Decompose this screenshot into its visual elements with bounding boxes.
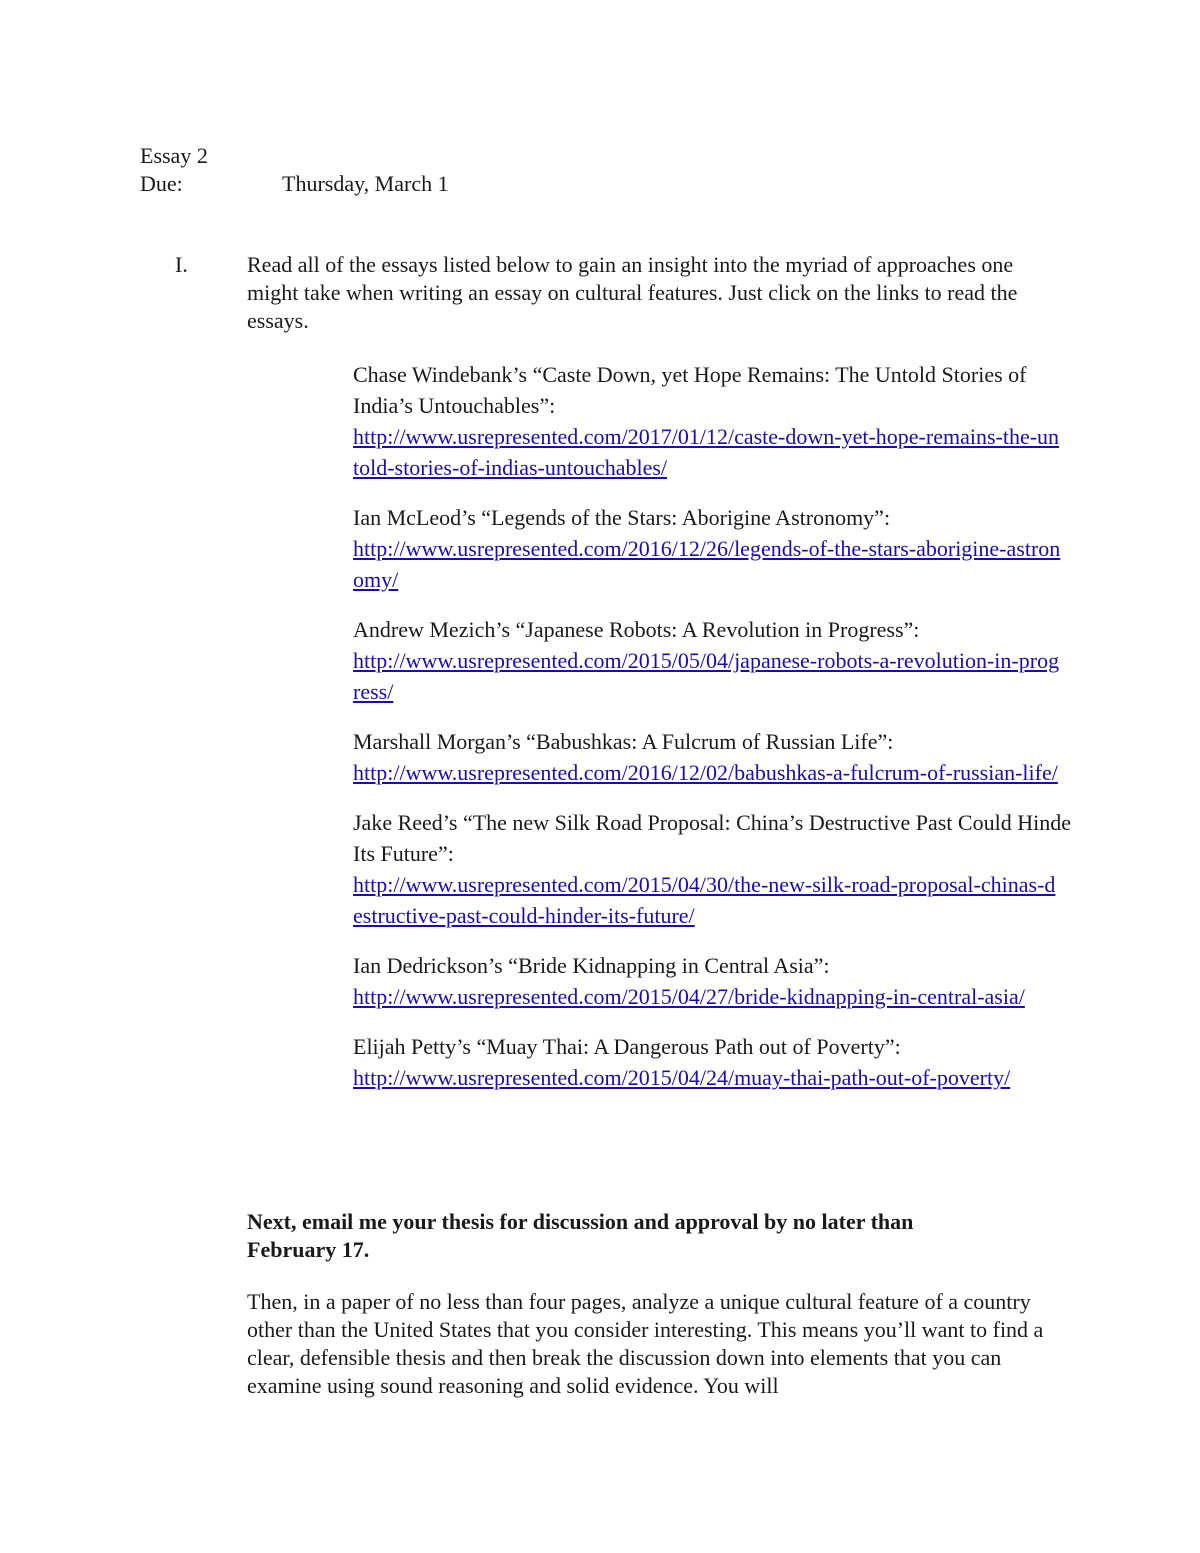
essay-entry xyxy=(353,502,1073,595)
due-label: Due: xyxy=(140,171,183,196)
essay-entry xyxy=(353,807,1073,931)
assignment-paragraph: Then, in a paper of no less than four pages, analyze a unique cultural feature of a country other than the United States that you consider interesting. This means you’ll want to find a clear, defensible thesis and then break the discussion down into elements that you can examine using sound reasoning and solid evidence. You will xyxy=(247,1289,1044,1398)
essay-citation: Elijah Petty’s “Muay Thai: A Dangerous Path out of Poverty”: xyxy=(353,1034,901,1059)
essay-entry xyxy=(353,726,1073,788)
essay-citation: Andrew Mezich’s “Japanese Robots: A Revolution in Progress”: xyxy=(353,617,920,642)
essay-link[interactable]: http://www.usrepresented.com/2015/05/04/japanese-robots-a-revolution-in-progress/ xyxy=(353,648,1060,704)
section-intro: Read all of the essays listed below to gain an insight into the myriad of approaches one might take when writing an essay on cultural features. Just click on the links to read the essays. xyxy=(247,252,1018,333)
essay-link[interactable]: http://www.usrepresented.com/2015/04/27/bride-kidnapping-in-central-asia/ xyxy=(353,984,1025,1009)
essay-citation: Ian McLeod’s “Legends of the Stars: Aborigine Astronomy”: xyxy=(353,505,891,530)
essay-citation: Ian Dedrickson’s “Bride Kidnapping in Central Asia”: xyxy=(353,953,830,978)
essay-list xyxy=(353,359,1073,1112)
essay-citation: Chase Windebank’s “Caste Down, yet Hope Remains: The Untold Stories of India’s Untouchables”: xyxy=(353,362,1027,418)
essay-entry xyxy=(353,950,1073,1012)
essay-citation: Jake Reed’s “The new Silk Road Proposal: China’s Destructive Past Could Hinde Its Future”: xyxy=(353,810,1071,866)
essay-entry xyxy=(353,1031,1073,1093)
essay-entry xyxy=(353,359,1073,483)
essay-link[interactable]: http://www.usrepresented.com/2016/12/26/legends-of-the-stars-aborigine-astronomy/ xyxy=(353,536,1061,592)
essay-citation: Marshall Morgan’s “Babushkas: A Fulcrum of Russian Life”: xyxy=(353,729,894,754)
essay-link[interactable]: http://www.usrepresented.com/2015/04/30/the-new-silk-road-proposal-chinas-destructive-past-could-hinder-its-future/ xyxy=(353,872,1056,928)
essay-title: Essay 2 xyxy=(140,143,208,168)
section-numeral: I. xyxy=(175,252,188,277)
due-date: Thursday, March 1 xyxy=(282,171,449,196)
essay-link[interactable]: http://www.usrepresented.com/2015/04/24/muay-thai-path-out-of-poverty/ xyxy=(353,1065,1011,1090)
essay-link[interactable]: http://www.usrepresented.com/2016/12/02/babushkas-a-fulcrum-of-russian-life/ xyxy=(353,760,1058,785)
essay-link[interactable]: http://www.usrepresented.com/2017/01/12/caste-down-yet-hope-remains-the-untold-stories-of-indias-untouchables/ xyxy=(353,424,1060,480)
essay-entry xyxy=(353,614,1073,707)
thesis-instruction: Next, email me your thesis for discussion and approval by no later than February 17. xyxy=(247,1209,914,1262)
